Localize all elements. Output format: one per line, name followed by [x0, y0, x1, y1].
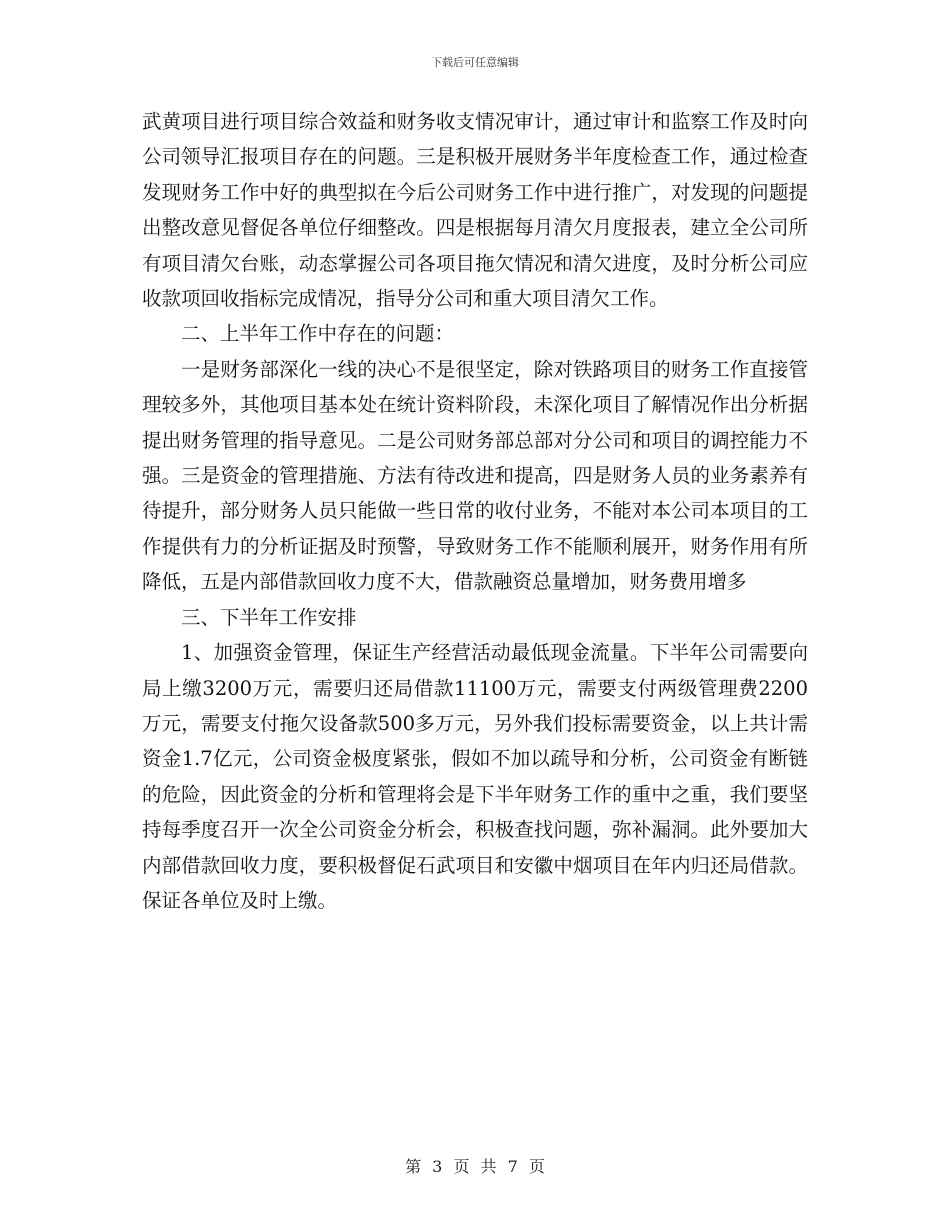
paragraph-problems: 一是财务部深化一线的决心不是很坚定，除对铁路项目的财务工作直接管理较多外，其他项目基本处在统计资料阶段，未深化项目了解情况作出分析据提出财务管理的指导意见。二是公司财务部总部对分公司和项目的调控能力不强。三是资金的管理措施、方法有待改进和提高，四是财务人员的业务素养有待提升，部分财务人员只能做一些日常的收付业务，不能对本公司本项目的工作提供有力的分析证据及时预警，导致财务工作不能顺利展开，财务作用有所降低，五是内部借款回收力度不大，借款融资总量增加，财务费用增多 [142, 357, 808, 594]
section-heading-plan: 三、下半年工作安排 [181, 605, 357, 629]
page-header: 下载后可任意编辑 [431, 56, 519, 69]
document-body [142, 104, 808, 918]
paragraph-fund-management: 1、加强资金管理，保证生产经营活动最低现金流量。下半年公司需要向局上缴3200万元，需要归还局借款11100万元，需要支付两级管理费2200万元，需要支付拖欠设备款500多万元，另外我们投标需要资金，以上共计需资金1.7亿元，公司资金极度紧张，假如不加以疏导和分析，公司资金有断链的危险，因此资金的分析和管理将会是下半年财务工作的重中之重，我们要坚持每季度召开一次全公司资金分析会，积极查找问题，弥补漏洞。此外要加大内部借款回收力度，要积极督促石武项目和安徽中烟项目在年内归还局借款。保证各单位及时上缴。 [142, 641, 808, 912]
page-number: 第 3 页 共 7 页 [405, 1157, 545, 1176]
paragraph-continuation: 武黄项目进行项目综合效益和财务收支情况审计，通过审计和监察工作及时向公司领导汇报项目存在的问题。三是积极开展财务半年度检查工作，通过检查发现财务工作中好的典型拟在今后公司财务工作中进行推广，对发现的问题提出整改意见督促各单位仔细整改。四是根据每月清欠月度报表，建立全公司所有项目清欠台账，动态掌握公司各项目拖欠情况和清欠进度，及时分析公司应收款项回收指标完成情况，指导分公司和重大项目清欠工作。 [142, 110, 808, 311]
section-heading-problems: 二、上半年工作中存在的问题： [181, 322, 455, 346]
